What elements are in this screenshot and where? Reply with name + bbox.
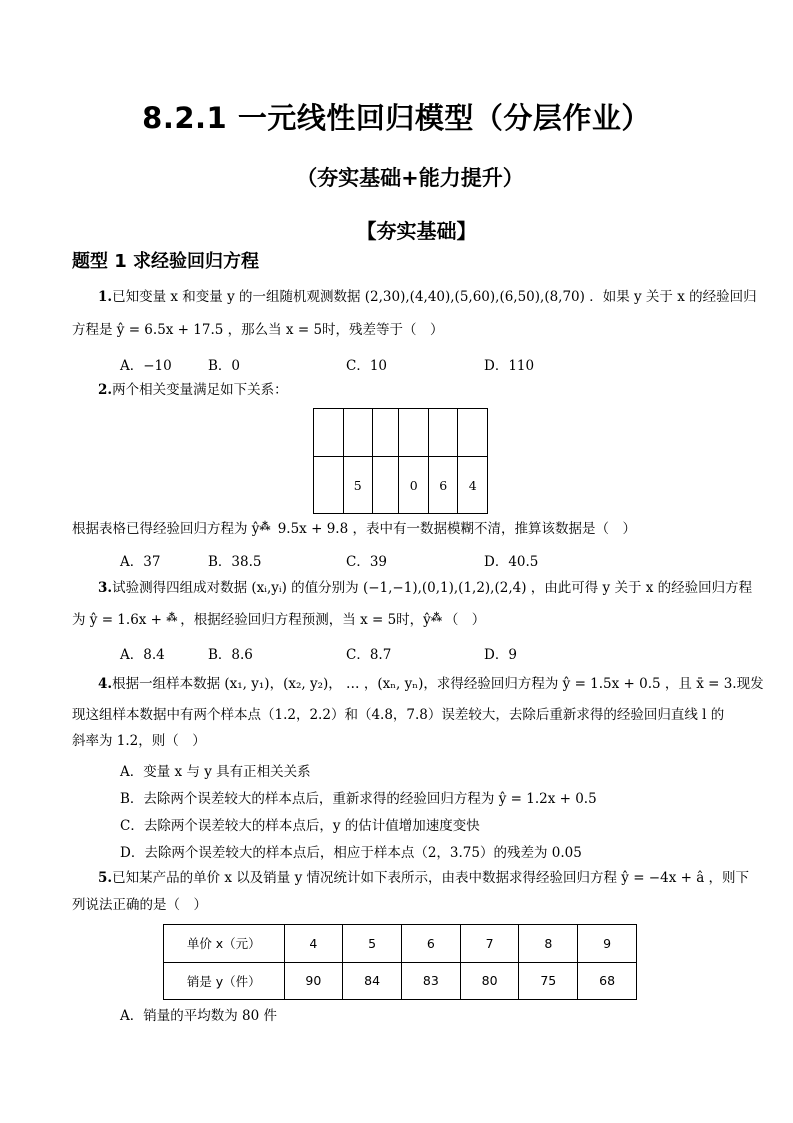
q2-line1 xyxy=(98,380,288,400)
q3-option-b: B．8.6 xyxy=(208,647,253,663)
table-cell xyxy=(458,409,488,457)
q3-text-line2 xyxy=(72,610,485,631)
table-row-header: 销是 y（件） xyxy=(164,962,285,1000)
q4-number: 4. xyxy=(98,676,113,692)
smudge-icon: ⁂ xyxy=(259,520,271,533)
table-cell: 6 xyxy=(428,457,458,514)
section-heading: 【夯实基础】 xyxy=(356,219,477,243)
q4-text-line1: 根据一组样本数据 (x₁, y₁)，(x₂, y₂)， … ，(xₙ, yₙ)，求得经验回归方程为 ŷ = 1.5x + 0.5 ，且 x̄ = 3.现发 xyxy=(112,676,764,692)
q1-number: 1. xyxy=(98,289,113,305)
table-cell: 5 xyxy=(343,457,373,514)
q5-price-sales-table xyxy=(163,924,637,1000)
table-row-header: 单价 x（元） xyxy=(164,925,285,963)
table-cell: 75 xyxy=(519,962,578,1000)
q4-text-line2: 现这组样本数据中有两个样本点（1.2，2.2）和（4.8，7.8）误差较大，去除后重新求得的经验回归直线 l 的 xyxy=(72,707,725,723)
q1-option-a: A．−10 xyxy=(120,358,172,374)
table-cell: 6 xyxy=(401,925,460,963)
table-cell xyxy=(314,457,344,514)
q2-option-c: C．39 xyxy=(346,554,388,570)
table-cell: 84 xyxy=(343,962,402,1000)
table-cell: 7 xyxy=(460,925,519,963)
table-cell: 68 xyxy=(578,962,637,1000)
q2-option-a: A．37 xyxy=(120,554,161,570)
table-cell: 8 xyxy=(519,925,578,963)
q3-text-line2-a: 为 ŷ = 1.6x + xyxy=(72,612,167,628)
table-cell: 9 xyxy=(578,925,637,963)
table-cell xyxy=(343,409,373,457)
table-cell: 4 xyxy=(458,457,488,514)
table-cell: 90 xyxy=(284,962,343,1000)
q1-option-d: D．110 xyxy=(484,358,535,374)
q3-text-line2-b: ，根据经验回归方程预测，当 x = 5时，ŷ xyxy=(180,612,431,628)
table-cell xyxy=(373,457,399,514)
q5-option-a: A．销量的平均数为 80 件 xyxy=(120,1008,278,1024)
q5-text-line1: 已知某产品的单价 x 以及销量 y 情况统计如下表所示，由表中数据求得经验回归方程 ŷ = −4x + â ，则下 xyxy=(112,870,750,886)
topic-heading: 题型 1 求经验回归方程 xyxy=(72,251,260,272)
q1-text-line2: 方程是 ŷ = 6.5x + 17.5 ，那么当 x = 5时，残差等于（ ） xyxy=(72,322,444,338)
table-cell xyxy=(373,409,399,457)
q4-option-d: D．去除两个误差较大的样本点后，相应于样本点（2，3.75）的残差为 0.05 xyxy=(120,845,582,861)
table-cell: 83 xyxy=(401,962,460,1000)
table-cell xyxy=(428,409,458,457)
table-cell xyxy=(314,409,344,457)
q3-option-d: D．9 xyxy=(484,647,517,663)
q2-text-line2-a: 根据表格已得经验回归方程为 ŷ xyxy=(72,521,260,537)
q1-line1 xyxy=(98,287,757,307)
q4-option-c: C．去除两个误差较大的样本点后，y 的估计值增加速度变快 xyxy=(120,818,480,834)
q5-text-line2: 列说法正确的是（ ） xyxy=(72,897,207,913)
smudge-icon: ⁂ xyxy=(166,611,178,624)
q3-option-c: C．8.7 xyxy=(346,647,392,663)
q2-relation-table xyxy=(313,408,488,514)
table-cell xyxy=(399,409,429,457)
document-title: 8.2.1 一元线性回归模型（分层作业） xyxy=(142,101,651,135)
table-cell: 80 xyxy=(460,962,519,1000)
q1-text-line1: 已知变量 x 和变量 y 的一组随机观测数据 (2,30),(4,40),(5,60),(6,50),(8,70) ．如果 y 关于 x 的经验回归 xyxy=(112,289,757,305)
q5-number: 5. xyxy=(98,870,113,886)
q4-option-b: B．去除两个误差较大的样本点后，重新求得的经验回归方程为 ŷ = 1.2x + 0.5 xyxy=(120,791,597,807)
table-cell: 0 xyxy=(399,457,429,514)
q5-line1 xyxy=(98,868,749,888)
q3-text-line1: 试验测得四组成对数据 (xᵢ,yᵢ) 的值分别为 (−1,−1),(0,1),(1,2),(2,4) ，由此可得 y 关于 x 的经验回归方程 xyxy=(112,580,753,596)
q3-option-a: A．8.4 xyxy=(120,647,165,663)
q4-text-line3: 斜率为 1.2，则（ ） xyxy=(72,733,206,749)
q2-text-line1: 两个相关变量满足如下关系： xyxy=(112,382,288,398)
q3-line1 xyxy=(98,578,752,598)
q2-option-d: D．40.5 xyxy=(484,554,539,570)
table-cell: 4 xyxy=(284,925,343,963)
q2-option-b: B．38.5 xyxy=(208,554,262,570)
table-cell: 5 xyxy=(343,925,402,963)
q1-option-b: B．0 xyxy=(208,358,241,374)
smudge-icon: ⁂ xyxy=(430,611,443,624)
q1-option-c: C．10 xyxy=(346,358,388,374)
document-subtitle: （夯实基础+能力提升） xyxy=(296,166,524,190)
q4-option-a: A．变量 x 与 y 具有正相关关系 xyxy=(120,764,311,780)
q4-line1 xyxy=(98,674,764,694)
q3-number: 3. xyxy=(98,580,113,596)
q3-text-line2-c: （ ） xyxy=(444,612,486,628)
q2-text-line2 xyxy=(72,519,636,540)
q2-number: 2. xyxy=(98,382,113,398)
q2-text-line2-b: 9.5x + 9.8 ，表中有一数据模糊不清，推算该数据是（ ） xyxy=(273,521,636,537)
